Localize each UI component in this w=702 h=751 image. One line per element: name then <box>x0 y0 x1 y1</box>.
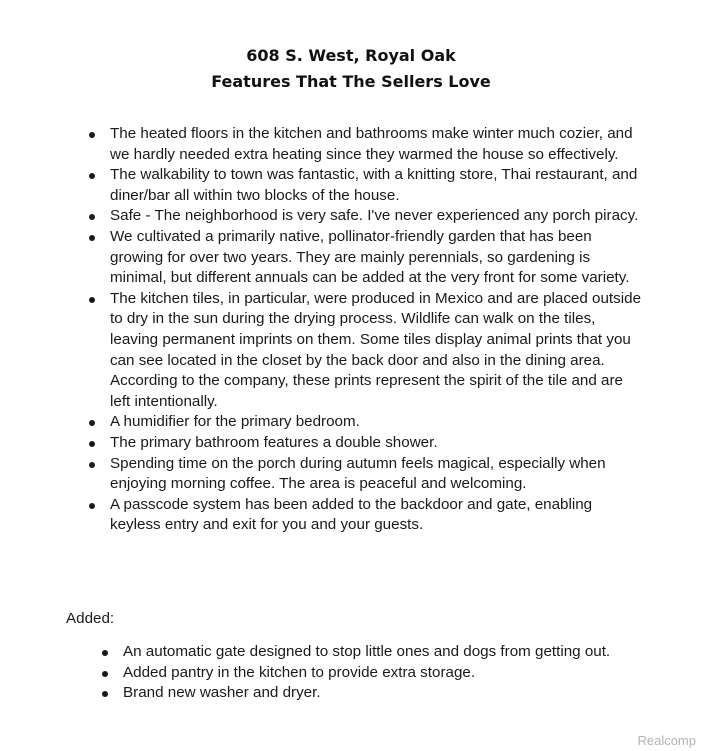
watermark: Realcomp <box>637 733 696 748</box>
list-item-text: The heated floors in the kitchen and bathrooms make winter much cozier, and we hardly needed extra heating since they warmed the house so effectively. <box>110 125 633 163</box>
document-title-address: 608 S. West, Royal Oak <box>246 46 456 65</box>
list-item <box>84 433 644 454</box>
features-list <box>84 124 644 536</box>
list-item-text: Spending time on the porch during autumn feels magical, especially when enjoying morning coffee. The area is peaceful and welcoming. <box>110 454 606 493</box>
bullet-icon <box>89 132 95 138</box>
list-item <box>84 495 644 536</box>
list-item <box>84 227 644 289</box>
bullet-icon <box>89 173 95 179</box>
list-item <box>84 165 644 206</box>
list-item <box>84 454 644 495</box>
list-item-text: We cultivated a primarily native, pollinator-friendly garden that has been growing for over two years. They are mainly perennials, so gardening is minimal, but different annuals can be added at the very front for some variety. <box>110 227 630 287</box>
list-item-text: Added pantry in the kitchen to provide extra storage. <box>123 663 476 681</box>
list-item-text: Safe - The neighborhood is very safe. I've never experienced any porch piracy. <box>110 207 639 225</box>
bullet-icon <box>102 671 108 677</box>
list-item <box>84 124 644 165</box>
list-item <box>97 663 657 684</box>
list-item-text: The walkability to town was fantastic, with a knitting store, Thai restaurant, and diner/bar all within two blocks of the house. <box>110 166 638 204</box>
added-list <box>97 642 657 704</box>
list-item-text: Brand new washer and dryer. <box>123 684 321 702</box>
list-item-text: A humidifier for the primary bedroom. <box>110 413 360 431</box>
list-item <box>97 683 657 704</box>
list-item <box>84 412 644 433</box>
bullet-icon <box>89 462 95 468</box>
list-item-text: A passcode system has been added to the backdoor and gate, enabling keyless entry and exit for you and your guests. <box>110 495 593 534</box>
list-item <box>84 289 644 413</box>
bullet-icon <box>89 235 95 241</box>
bullet-icon <box>89 441 95 447</box>
list-item-text: The primary bathroom features a double shower. <box>110 433 438 451</box>
list-item-text: An automatic gate designed to stop little ones and dogs from getting out. <box>123 643 611 660</box>
bullet-icon <box>102 691 108 697</box>
bullet-icon <box>102 650 108 656</box>
list-item <box>84 206 644 227</box>
list-item-text: The kitchen tiles, in particular, were produced in Mexico and are placed outside to dry in the sun during the drying process. Wildlife can walk on the tiles, leaving permanent imprints on them. Some tiles display animal prints that you can see located in the closet by the back door and also in the dining area. According to the company, these prints represent the spirit of the tile and are left intentionally. <box>110 289 642 410</box>
bullet-icon <box>89 503 95 509</box>
document-title-subtitle: Features That The Sellers Love <box>211 72 491 91</box>
bullet-icon <box>89 214 95 220</box>
added-label: Added: <box>66 610 115 627</box>
bullet-icon <box>89 420 95 426</box>
list-item <box>97 642 657 663</box>
bullet-icon <box>89 297 95 303</box>
